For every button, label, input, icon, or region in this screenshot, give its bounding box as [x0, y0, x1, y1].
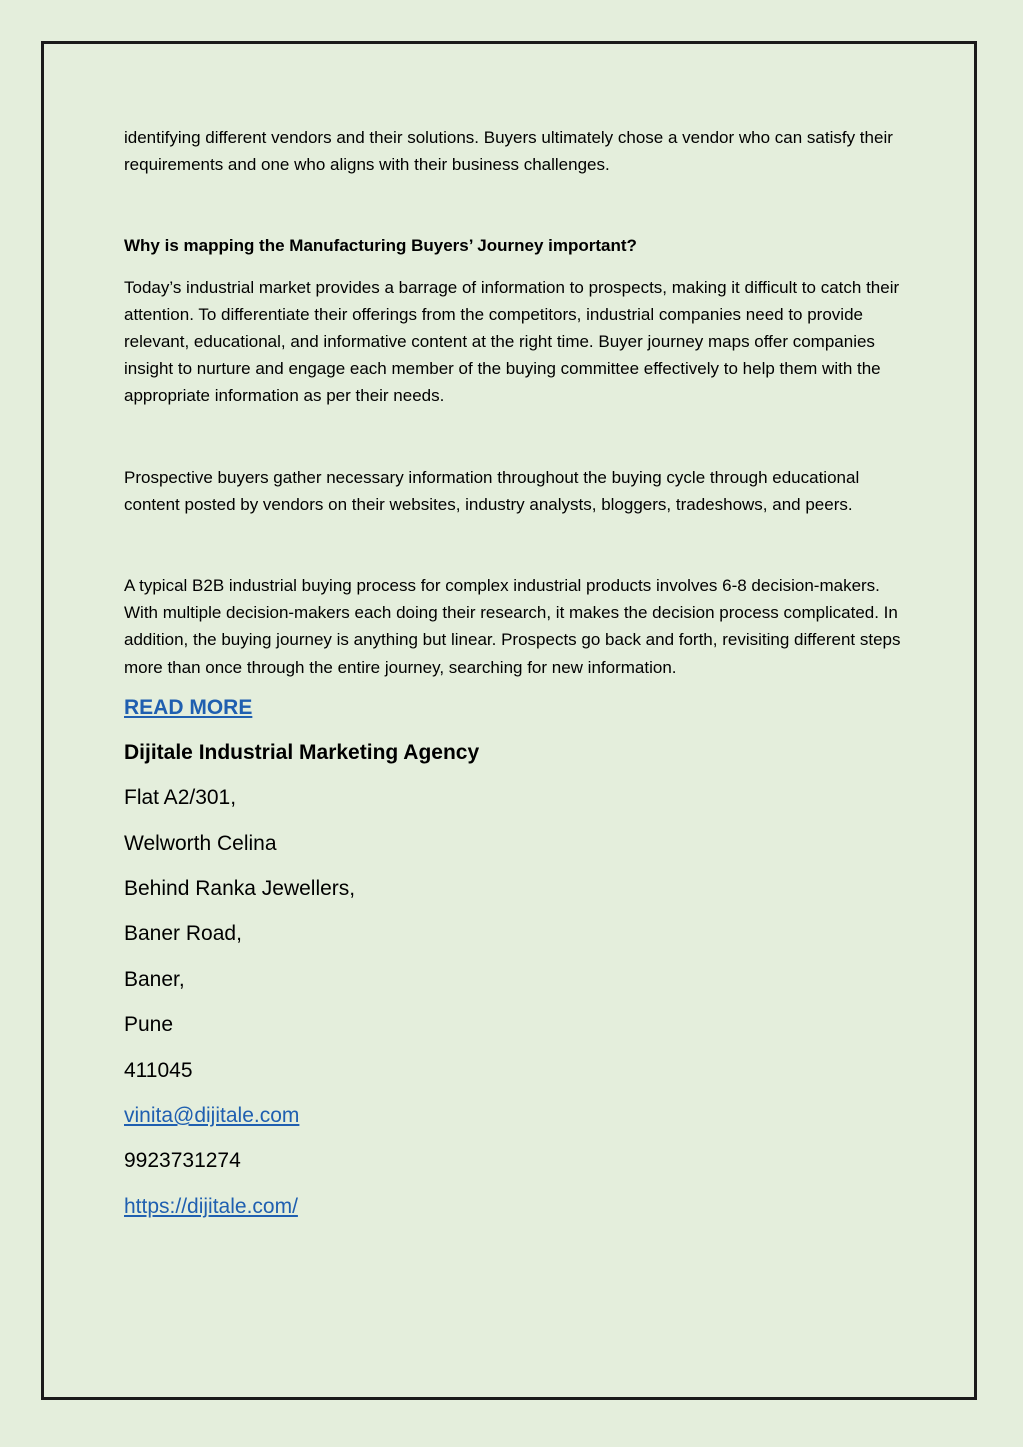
email-line: [124, 1101, 914, 1131]
address-line-city: Pune: [124, 1013, 174, 1037]
intro-paragraph: identifying different vendors and their solutions. Buyers ultimately chose a vendor who can satisfy their requirements and one who aligns with their business challenges.: [124, 128, 893, 175]
paragraph-b2b-process: A typical B2B industrial buying process for complex industrial products involves 6-8 decision-makers. With multiple decision-makers each doing their research, it makes the decision process complicated. In addition, the buying journey is anything but linear. Prospects go back and forth, revisiting different steps more than once through the entire journey, searching for new information.: [124, 576, 901, 677]
paragraph-prospective-buyers: Prospective buyers gather necessary information throughout the buying cycle through educational content posted by vendors on their websites, industry analysts, bloggers, tradeshows, and peers.: [124, 467, 860, 514]
agency-name: Dijitale Industrial Marketing Agency: [124, 740, 480, 764]
address-line-flat: Flat A2/301,: [124, 786, 237, 810]
address-line-area: Baner,: [124, 967, 185, 991]
section-heading: Why is mapping the Manufacturing Buyers’ Journey important?: [124, 236, 637, 256]
address-line-landmark: Behind Ranka Jewellers,: [124, 877, 356, 901]
read-more-link[interactable]: READ MORE: [124, 695, 253, 719]
phone-number: 9923731274: [124, 1149, 241, 1173]
website-link[interactable]: https://dijitale.com/: [124, 1194, 298, 1218]
address-line-road: Baner Road,: [124, 922, 242, 946]
document-body: [124, 124, 914, 1222]
paragraph-market: Today’s industrial market provides a barrage of information to prospects, making it difficult to catch their attention. To differentiate their offerings from the competitors, industrial companies need to provide relevant, educational, and informative content at the right time. Buyer journey maps offer companies insight to nurture and engage each member of the buying committee effectively to help them with the appropriate information as per their needs.: [124, 277, 900, 406]
website-line: [124, 1192, 914, 1222]
email-link[interactable]: vinita@dijitale.com: [124, 1103, 300, 1127]
address-line-postcode: 411045: [124, 1058, 193, 1082]
address-line-building: Welworth Celina: [124, 831, 277, 855]
